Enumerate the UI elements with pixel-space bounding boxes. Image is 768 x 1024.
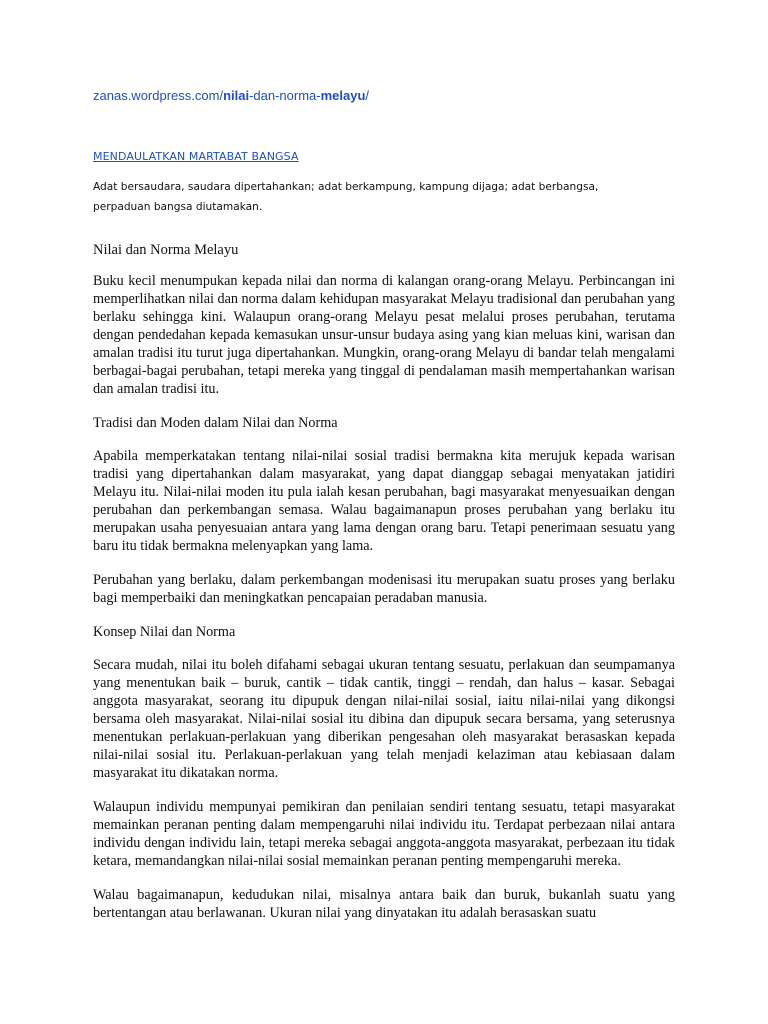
- url-bold-nilai: nilai: [223, 88, 250, 103]
- paragraph: Apabila memperkatakan tentang nilai-nilai sosial tradisi bermakna kita merujuk kepada warisan tradisi yang dipertahankan dalam masyarakat, yang dapat dianggap sebagai menyatakan jatidiri Melayu itu. Nilai-nilai moden itu pula ialah kesan perubahan, bagi masyarakat menyesuaikan dengan perubahan dan perkembangan semasa. Walau bagaimanapun proses perubahan yang berlaku itu merupakan usaha penyesuaian antara yang lama dengan orang baru. Tetapi penerimaan sesuatu yang baru itu tidak bermakna melenyapkan yang lama.: [93, 448, 675, 554]
- source-url-link[interactable]: [93, 88, 369, 103]
- paragraph: Walau bagaimanapun, kedudukan nilai, misalnya antara baik dan buruk, bukanlah suatu yang bertentangan atau berlawanan. Ukuran nilai yang dinyatakan itu adalah berasaskan suatu: [93, 887, 675, 921]
- section-heading-konsep: Konsep Nilai dan Norma: [93, 624, 236, 640]
- url-middle: -dan-norma-: [249, 88, 321, 103]
- url-prefix: zanas.wordpress.com/: [93, 88, 224, 103]
- intro-paragraph: Buku kecil menumpukan kepada nilai dan norma di kalangan orang-orang Melayu. Perbincangan ini memperlihatkan nilai dan norma dalam kehidupan masyarakat Melayu tradisional dan perubahan yang berlaku sehingga kini. Walaupun orang-orang Melayu pesat melalui proses perubahan, terutama dengan pendedahan kepada kemasukan unsur-unsur budaya asing yang kian meluas kini, warisan dan amalan tradisi itu turut juga dipertahankan. Mungkin, orang-orang Melayu di bandar telah mengalami berbagai-bagai perubahan, tetapi mereka yang tinggal di pendalaman masih mempertahankan warisan dan amalan tradisi itu.: [93, 273, 675, 397]
- url-bold-melayu: melayu: [320, 88, 366, 103]
- url-suffix: /: [365, 88, 370, 103]
- article-body: [93, 241, 675, 938]
- motto-text: Adat bersaudara, saudara dipertahankan; adat berkampung, kampung dijaga; adat berbangsa, perpaduan bangsa diutamakan.: [93, 181, 599, 213]
- section-heading-tradisi-moden: Tradisi dan Moden dalam Nilai dan Norma: [93, 415, 338, 431]
- paragraph: Secara mudah, nilai itu boleh difahami sebagai ukuran tentang sesuatu, perlakuan dan seumpamanya yang menentukan baik – buruk, cantik – tidak cantik, tinggi – rendah, dan halus – kasar. Sebagai anggota masyarakat, seorang itu dipupuk dengan nilai-nilai sosial, iaitu nilai-nilai yang dikongsi bersama oleh masyarakat. Nilai-nilai sosial itu dibina dan dipupuk secara bersama, yang seterusnya menentukan perlakuan-perlakuan yang diberikan pengesahan oleh masyarakat berasaskan kepada nilai-nilai sosial itu. Perlakuan-perlakuan yang telah menjadi kelaziman atau kebiasaan dalam masyarakat itu dikatakan norma.: [93, 657, 675, 781]
- article-title: Nilai dan Norma Melayu: [93, 242, 239, 258]
- paragraph: Walaupun individu mempunyai pemikiran dan penilaian sendiri tentang sesuatu, tetapi masyarakat memainkan peranan penting dalam mempengaruhi nilai individu itu. Terdapat perbezaan nilai antara individu dengan individu lain, tetapi mereka sebagai anggota-anggota masyarakat, perbezaan itu tidak ketara, memandangkan nilai-nilai sosial memainkan peranan penting mempengaruhi mereka.: [93, 799, 675, 869]
- paragraph: Perubahan yang berlaku, dalam perkembangan modenisasi itu merupakan suatu proses yang berlaku bagi memperbaiki dan meningkatkan pencapaian peradaban manusia.: [93, 572, 675, 606]
- blog-heading-link[interactable]: MENDAULATKAN MARTABAT BANGSA: [93, 150, 299, 163]
